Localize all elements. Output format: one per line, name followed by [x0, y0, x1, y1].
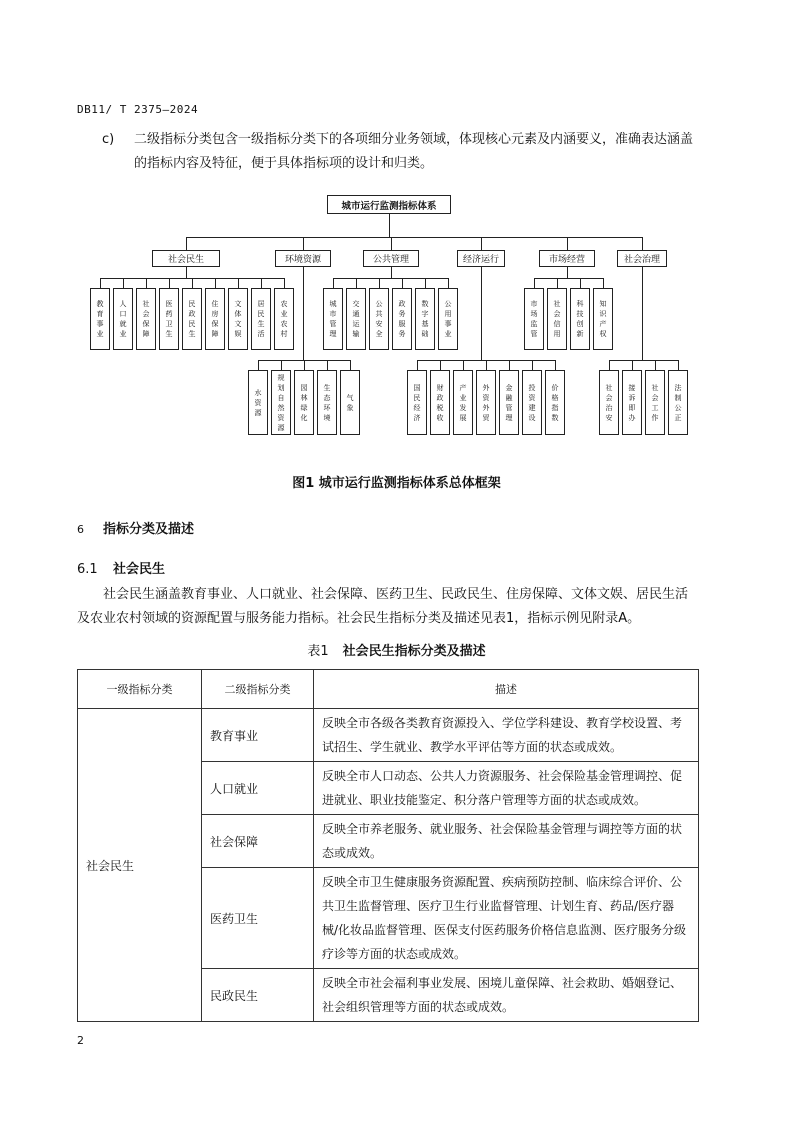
connector-line [303, 237, 304, 250]
connector-line [304, 360, 305, 370]
connector-line [192, 278, 193, 288]
level2-cell: 教育事业 [202, 709, 314, 762]
diagram-leaf-box: 公 用 事 业 [438, 288, 458, 350]
level1-cell: 社会民生 [78, 709, 202, 1022]
connector-line [448, 278, 449, 288]
connector-line [350, 360, 351, 370]
connector-line [642, 237, 643, 250]
header-cell: 一级指标分类 [78, 670, 202, 709]
diagram-group-box: 经济运行 [457, 250, 505, 267]
connector-line [534, 278, 603, 279]
description-cell: 反映全市养老服务、就业服务、社会保险基金管理与调控等方面的状态或成效。 [314, 815, 699, 868]
section-number: 6.1 [77, 562, 98, 577]
diagram-leaf-box: 医 药 卫 生 [159, 288, 179, 350]
diagram-group-box: 环境资源 [275, 250, 331, 267]
section-number: 6 [77, 523, 84, 536]
connector-line [261, 278, 262, 288]
connector-line [389, 214, 390, 238]
connector-line [303, 267, 304, 360]
connector-line [391, 237, 392, 250]
connector-line [486, 360, 487, 370]
diagram-leaf-box: 市 场 监 管 [524, 288, 544, 350]
description-cell: 反映全市人口动态、公共人力资源服务、社会保险基金管理调控、促进就业、职业技能鉴定、积分落户管理等方面的状态或成效。 [314, 762, 699, 815]
diagram-leaf-box: 国 民 经 济 [407, 370, 427, 435]
connector-line [678, 360, 679, 370]
diagram-group-box: 公共管理 [363, 250, 419, 267]
connector-line [238, 278, 239, 288]
diagram-leaf-box: 城 市 管 理 [323, 288, 343, 350]
connector-line [642, 267, 643, 360]
diagram-leaf-box: 规 划 自 然 资 源 [271, 370, 291, 435]
connector-line [440, 360, 441, 370]
connector-line [258, 360, 259, 370]
diagram-leaf-box: 社 会 工 作 [645, 370, 665, 435]
diagram-leaf-box: 园 林 绿 化 [294, 370, 314, 435]
connector-line [169, 278, 170, 288]
connector-line [284, 278, 285, 288]
diagram-leaf-box: 社 会 保 障 [136, 288, 156, 350]
diagram-leaf-box: 知 识 产 权 [593, 288, 613, 350]
diagram-leaf-box: 人 口 就 业 [113, 288, 133, 350]
connector-line [425, 278, 426, 288]
diagram-leaf-box: 数 字 基 础 [415, 288, 435, 350]
connector-line [532, 360, 533, 370]
diagram-leaf-box: 社 会 信 用 [547, 288, 567, 350]
header-cell: 二级指标分类 [202, 670, 314, 709]
connector-line [567, 267, 568, 278]
connector-line [567, 237, 568, 250]
diagram-leaf-box: 科 技 创 新 [570, 288, 590, 350]
diagram-leaf-box: 投 资 建 设 [522, 370, 542, 435]
table-header-row [78, 670, 699, 709]
diagram-leaf-box: 居 民 生 活 [251, 288, 271, 350]
diagram-group-box: 市场经营 [539, 250, 595, 267]
description-cell: 反映全市各级各类教育资源投入、学位学科建设、教育学校设置、考试招生、学生就业、教学水平评估等方面的状态或成效。 [314, 709, 699, 762]
page-number: 2 [77, 1034, 84, 1047]
diagram-leaf-box: 民 政 民 生 [182, 288, 202, 350]
social-livelihood-table [77, 669, 699, 1022]
connector-line [333, 278, 334, 288]
diagram-leaf-box: 教 育 事 业 [90, 288, 110, 350]
connector-line [186, 237, 187, 250]
connector-line [609, 360, 610, 370]
diagram-leaf-box: 社 会 治 安 [599, 370, 619, 435]
clause-text: 二级指标分类包含一级指标分类下的各项细分业务领域，体现核心元素及内涵要义，准确表达涵盖的指标内容及特征，便于具体指标项的设计和归类。 [134, 132, 694, 171]
header-cell: 描述 [314, 670, 699, 709]
connector-line [609, 360, 678, 361]
section-6-heading [77, 518, 194, 537]
connector-line [534, 278, 535, 288]
description-cell: 反映全市卫生健康服务资源配置、疾病预防控制、临床综合评价、公共卫生监督管理、医疗卫生行业监督管理、计划生育、药品/医疗器械/化妆品监督管理、医保支付医药服务价格信息监测、医疗服务分级疗诊等方面的状态或成效。 [314, 868, 699, 969]
level2-cell: 医药卫生 [202, 868, 314, 969]
connector-line [186, 267, 187, 278]
diagram-leaf-box: 金 融 管 理 [499, 370, 519, 435]
table-caption [0, 640, 793, 659]
connector-line [281, 360, 282, 370]
document-id: DB11/ T 2375—2024 [77, 103, 199, 116]
diagram-leaf-box: 文 体 文 娱 [228, 288, 248, 350]
connector-line [402, 278, 403, 288]
indicator-framework-diagram [80, 190, 720, 450]
connector-line [632, 360, 633, 370]
connector-line [655, 360, 656, 370]
section-title: 指标分类及描述 [103, 522, 195, 537]
diagram-leaf-box: 生 态 环 境 [317, 370, 337, 435]
table-title: 社会民生指标分类及描述 [342, 644, 486, 659]
diagram-leaf-box: 政 务 服 务 [392, 288, 412, 350]
diagram-leaf-box: 公 共 安 全 [369, 288, 389, 350]
diagram-group-box: 社会治理 [617, 250, 667, 267]
connector-line [481, 267, 482, 360]
connector-line [327, 360, 328, 370]
diagram-leaf-box: 交 通 运 输 [346, 288, 366, 350]
connector-line [333, 278, 448, 279]
level2-cell: 社会保障 [202, 815, 314, 868]
connector-line [215, 278, 216, 288]
diagram-leaf-box: 价 格 指 数 [545, 370, 565, 435]
section-6-1-heading [77, 558, 165, 577]
connector-line [100, 278, 101, 288]
connector-line [557, 278, 558, 288]
table-number: 表1 [307, 644, 329, 659]
connector-line [417, 360, 418, 370]
section-title: 社会民生 [113, 562, 166, 577]
connector-line [603, 278, 604, 288]
diagram-leaf-box: 气 象 [340, 370, 360, 435]
connector-line [146, 278, 147, 288]
connector-line [580, 278, 581, 288]
diagram-root: 城市运行监测指标体系 [327, 195, 451, 214]
connector-line [463, 360, 464, 370]
connector-line [509, 360, 510, 370]
diagram-leaf-box: 外 资 外 贸 [476, 370, 496, 435]
connector-line [391, 267, 392, 278]
body-paragraph: 社会民生涵盖教育事业、人口就业、社会保障、医药卫生、民政民生、住房保障、文体文娱、居民生活及农业农村领域的资源配置与服务能力指标。社会民生指标分类及描述见表1，指标示例见附录A。 [77, 587, 689, 626]
diagram-leaf-box: 财 政 税 收 [430, 370, 450, 435]
diagram-leaf-box: 产 业 发 展 [453, 370, 473, 435]
level2-cell: 民政民生 [202, 969, 314, 1022]
diagram-leaf-box: 住 房 保 障 [205, 288, 225, 350]
connector-line [481, 237, 482, 250]
diagram-leaf-box: 农 业 农 村 [274, 288, 294, 350]
connector-line [379, 278, 380, 288]
description-cell: 反映全市社会福利事业发展、困境儿童保障、社会救助、婚姻登记、社会组织管理等方面的状态或成效。 [314, 969, 699, 1022]
level2-cell: 人口就业 [202, 762, 314, 815]
connector-line [555, 360, 556, 370]
diagram-leaf-box: 法 制 公 正 [668, 370, 688, 435]
diagram-leaf-box: 水 资 源 [248, 370, 268, 435]
diagram-leaf-box: 接 诉 即 办 [622, 370, 642, 435]
diagram-group-box: 社会民生 [152, 250, 220, 267]
connector-line [123, 278, 124, 288]
connector-line [356, 278, 357, 288]
clause-label: c) [102, 132, 115, 147]
table-row [78, 709, 699, 762]
connector-line [186, 237, 642, 238]
figure-caption: 图1 城市运行监测指标体系总体框架 [292, 476, 501, 491]
